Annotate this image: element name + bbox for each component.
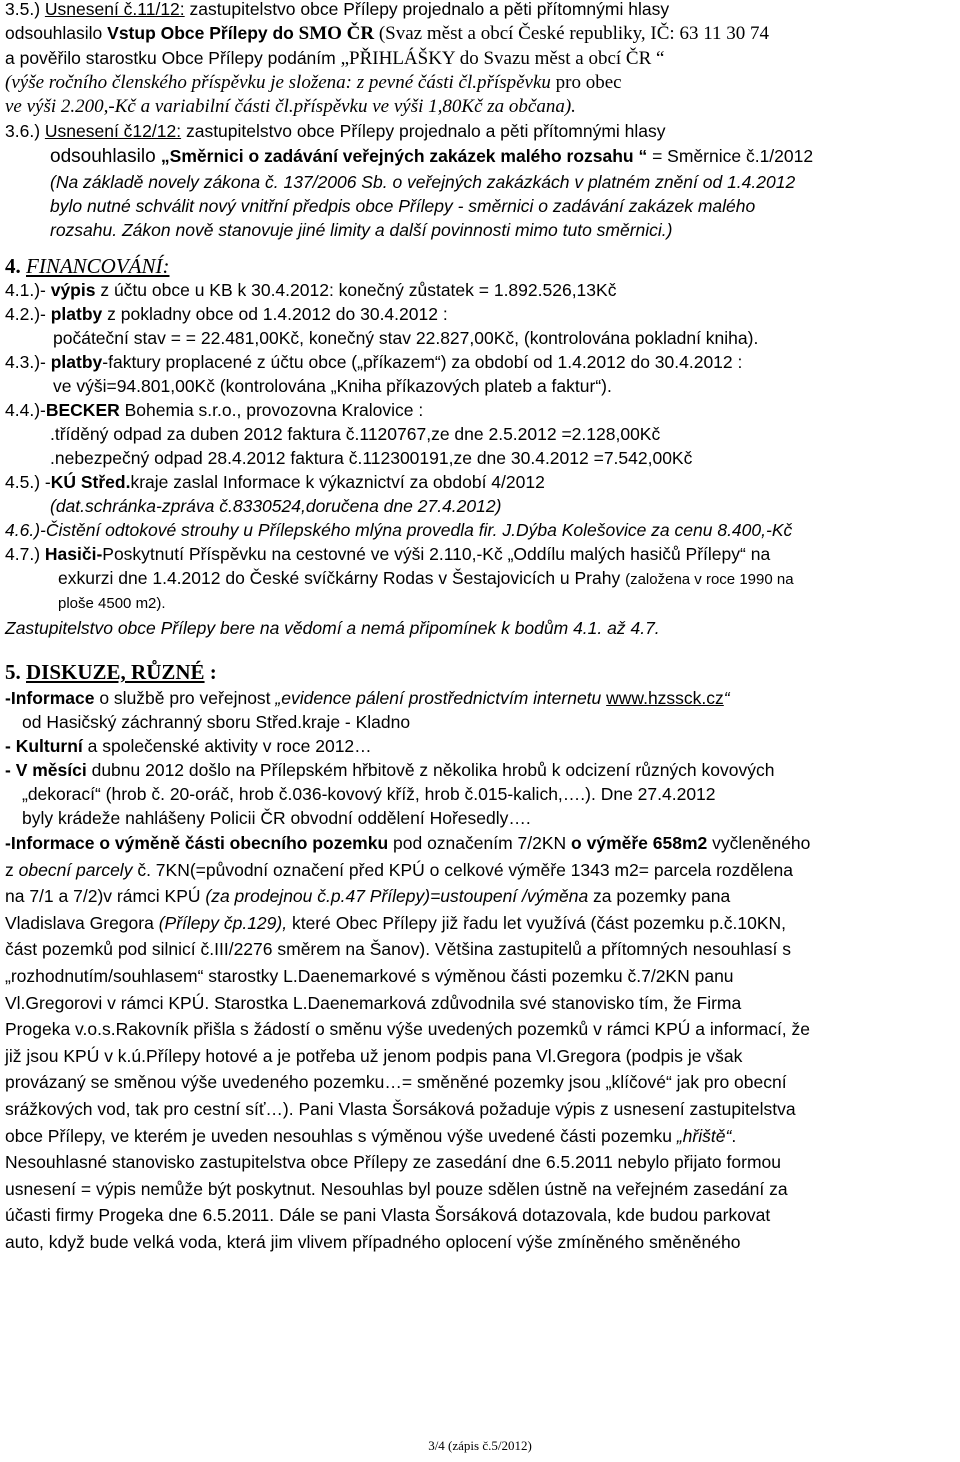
text-bold: platby [50, 352, 103, 372]
line [5, 119, 955, 143]
line: bylo nutné schválit nový vnitřní předpis obce Přílepy - směrnici o zadávání zakázek malého [50, 196, 756, 216]
text: Bohemia s.r.o., provozovna Kralovice : [119, 400, 424, 420]
line [5, 830, 955, 857]
line: .tříděný odpad za duben 2012 faktura č.1120767,ze dne 2.5.2012 =2.128,00Kč [50, 424, 661, 444]
line: počáteční stav = = 22.481,00Kč, konečný stav 22.827,00Kč, (kontrolována pokladní kniha). [53, 328, 759, 348]
heading-text: DISKUZE, RŮZNÉ [26, 660, 205, 684]
line [5, 46, 955, 71]
text: na 7/1 a 7/2)v rámci KPÚ [5, 886, 206, 907]
text: z [5, 859, 19, 880]
text: za pozemky pana [588, 886, 731, 907]
item-number: 4.2.)- [5, 304, 51, 324]
line [5, 278, 955, 302]
text: zastupitelstvo obce Přílepy projednalo a pěti přítomnými hlasy [181, 121, 666, 141]
text-italic: obecní parcely [18, 859, 133, 880]
spacer [5, 242, 955, 254]
resolution-title: Usnesení č.11/12: [44, 0, 185, 19]
spacer [5, 640, 955, 660]
line: srážkových vod, tak pro cestní síť…). Pani Vlasta Šorsáková požaduje výpis z usnesení zastupitelstva [5, 1098, 796, 1119]
section-heading [5, 254, 955, 278]
line: rozsahu. Zákon nově stanovuje jiné limity a další povinnosti mimo tuto směrnici.) [50, 220, 673, 240]
text-bold: -Informace o výměně části obecního pozemku [5, 833, 389, 853]
line: účasti firmy Progeka dne 6.5.2011. Dále se pani Vlasta Šorsáková dotazovala, kde budou parkovat [5, 1205, 771, 1226]
line: Progeka v.o.s.Rakovník přišla s žádostí o směnu výše uvedených pozemků v rámci KPÚ a informací, že [5, 1019, 811, 1040]
text-bold: BECKER [45, 400, 120, 420]
text: „evidence pálení prostřednictvím internetu [275, 688, 607, 708]
section-note: Zastupitelstvo obce Přílepy bere na vědomí a nemá připomínek k bodům 4.1. až 4.7. [5, 618, 660, 638]
text: Vladislava Gregora [5, 912, 159, 933]
item-number: 3.6.) [5, 121, 45, 141]
financing-section [5, 254, 955, 640]
item-number: 3.5.) [5, 0, 45, 19]
text: odsouhlasilo [5, 23, 108, 43]
line: 4.6.)-Čistění odtokové strouhy u Přílepského mlýna provedla fir. J.Dýba Kolešovice za cenu 8.400,-Kč [5, 520, 793, 540]
text-bold: o výměře 658m2 [571, 833, 708, 853]
line [5, 0, 955, 21]
text: z účtu obce u KB k 30.4.2012: konečný zůstatek = 1.892.526,13Kč [95, 280, 617, 300]
resolution-title: Usnesení č12/12: [44, 121, 182, 141]
item-number: 4.3.)- [5, 352, 51, 372]
text: “ [723, 688, 730, 708]
line: část pozemků pod silnicí č.III/2276 směrem na Šanov). Většina zastupitelů a přítomných nesouhlasí s [5, 939, 791, 960]
parcel-exchange-paragraph [5, 830, 955, 1256]
item-number: 4.1.)- [5, 280, 51, 300]
heading-tail: : [204, 660, 217, 684]
line: ve výši 2.200,-Kč a variabilní části čl.příspěvku ve výši 1,80Kč za občana). [5, 96, 576, 117]
text: pod označením 7/2KN [388, 833, 572, 853]
text: vyčleněného [707, 833, 811, 853]
text-bold: „Směrnici o zadávání veřejných zakázek malého rozsahu “ [160, 146, 648, 166]
line [5, 566, 955, 592]
text-bold: -Informace [5, 688, 95, 708]
text-bold: - Kulturní [5, 736, 83, 756]
line: „rozhodnutím/souhlasem“ starostky L.Daenemarkové s výměnou části pozemku č.7/2KN panu [5, 965, 734, 986]
text: č. 7KN(=původní označení před KPÚ o celkové výměře 1343 m2= parcela rozdělena [132, 859, 793, 880]
line: (dat.schránka-zpráva č.8330524,doručena dne 27.4.2012) [50, 496, 502, 516]
line: Vl.Gregorovi v rámci KPÚ. Starostka L.Daenemarková zdůvodnila své stanovisko tím, že Firma [5, 992, 742, 1013]
text-italic: (za prodejnou č.p.47 Přílepy)=ustoupení /výměna [205, 886, 589, 907]
text-bold: SMO ČR [293, 23, 375, 44]
line [5, 734, 955, 758]
line [5, 470, 955, 494]
line [5, 21, 955, 46]
item-number: 4.4.)- [5, 400, 46, 420]
line: usnesení = výpis nemůže být poskytnut. Nesouhlas byl pouze sdělen ústně na veřejném zasedání za [5, 1178, 788, 1199]
line: provázaný se směnou výše uvedeného pozemku…= směněné pozemky jsou „klíčové“ jak pro obecní [5, 1072, 787, 1093]
text-italic: „hřiště“ [676, 1125, 732, 1146]
discussion-section [5, 660, 955, 1256]
text: Poskytnutí Příspěvku na cestovné ve výši 2.110,-Kč „Oddílu malých hasičů Přílepy“ na [102, 544, 771, 564]
text: -faktury proplacené z účtu obce („příkazem“) za období od 1.4.2012 do 30.4.2012 : [102, 352, 743, 372]
section-heading [5, 660, 955, 684]
resolution-3-5 [5, 0, 955, 119]
text: = Směrnice č.1/2012 [647, 146, 814, 166]
resolution-3-6 [5, 119, 955, 242]
text: exkurzi dne 1.4.2012 do České svíčkárny Rodas v Šestajovicích u Prahy [58, 568, 626, 588]
line [5, 398, 955, 422]
line: „dekorací“ (hrob č. 20-oráč, hrob č.036-kovový kříž, hrob č.015-kalich,….). Dne 27.4.2012 [22, 784, 716, 804]
line: ve výši=94.801,00Kč (kontrolována „Kniha příkazových plateb a faktur“). [53, 376, 612, 396]
text: které Obec Přílepy již řadu let využívá (část pozemku p.č.10KN, [287, 912, 787, 933]
line: Nesouhlasné stanovisko zastupitelstva obce Přílepy ze zasedání dne 6.5.2011 nebylo přijato formou [5, 1152, 781, 1173]
text-small: (založena v roce 1990 na [625, 571, 794, 588]
text: a společenské aktivity v roce 2012… [82, 736, 372, 756]
text: obce Přílepy, ve kterém je uveden nesouhlas s výměnou výše uvedené části pozemku [5, 1125, 677, 1146]
line: byly krádeže nahlášeny Policii ČR obvodní oddělení Hořesedly…. [22, 808, 531, 828]
line: již jsou KPÚ v k.ú.Přílepy hotové a je potřeba už jenom podpis pana Vl.Gregora (podpis je však [5, 1045, 743, 1066]
text: . [731, 1125, 737, 1146]
text: pro obec [550, 72, 622, 93]
item-number: 4.7.) [5, 544, 45, 564]
text-bold: KÚ Střed. [50, 472, 131, 492]
line [5, 71, 955, 95]
document-page [5, 0, 955, 1256]
text-bold: platby [50, 304, 103, 324]
heading-number: 4. [5, 254, 26, 278]
text: kraje zaslal Informace k výkaznictví za období 4/2012 [130, 472, 545, 492]
line [5, 542, 955, 566]
text: (výše ročního členského příspěvku je složena: z pevné části čl.příspěvku [5, 72, 551, 93]
text: (Svaz měst a obcí České republiky, IČ: 63 11 30 74 [374, 23, 769, 44]
text: zastupitelstvo obce Přílepy projednalo a pěti přítomnými hlasy [184, 0, 670, 19]
text: z pokladny obce od 1.4.2012 do 30.4.2012 : [102, 304, 448, 324]
line: .nebezpečný odpad 28.4.2012 faktura č.112300191,ze dne 30.4.2012 =7.542,00Kč [50, 448, 693, 468]
line [5, 910, 955, 937]
line [5, 758, 955, 782]
text-italic: (Přílepy čp.129), [158, 912, 288, 933]
heading-text: FINANCOVÁNÍ: [26, 254, 170, 278]
text: „PŘIHLÁŠKY do Svazu měst a obcí ČR “ [340, 48, 665, 69]
text-bold: - V měsíci [5, 760, 87, 780]
text: odsouhlasilo [50, 146, 161, 167]
line: od Hasičský záchranný sboru Střed.kraje - Kladno [22, 712, 411, 732]
line: (Na základě novely zákona č. 137/2006 Sb. o veřejných zakázkách v platném znění od 1.4.2012 [50, 172, 796, 192]
item-number: 4.5.) - [5, 472, 51, 492]
text: o službě pro veřejnost [94, 688, 276, 708]
text: dubnu 2012 došlo na Přílepském hřbitově z několika hrobů k odcizení různých kovových [86, 760, 775, 780]
line [5, 302, 955, 326]
line [5, 857, 955, 884]
website-link[interactable]: www.hzssck.cz [606, 688, 724, 708]
text-bold: výpis [50, 280, 96, 300]
page-footer: 3/4 (zápis č.5/2012) [428, 1438, 532, 1453]
line [5, 350, 955, 374]
line [5, 143, 955, 170]
text-bold: Vstup Obce Přílepy do [107, 23, 294, 43]
heading-number: 5. [5, 660, 26, 684]
line [5, 883, 955, 910]
text: a pověřilo starostku Obce Přílepy podáním [5, 48, 341, 68]
line: auto, když bude velká voda, která jim vlivem případného oplocení výše zmíněného směněného [5, 1231, 741, 1252]
line [5, 686, 955, 710]
line [5, 1123, 955, 1150]
line: ploše 4500 m2). [58, 595, 166, 612]
text-bold: Hasiči- [44, 544, 103, 564]
